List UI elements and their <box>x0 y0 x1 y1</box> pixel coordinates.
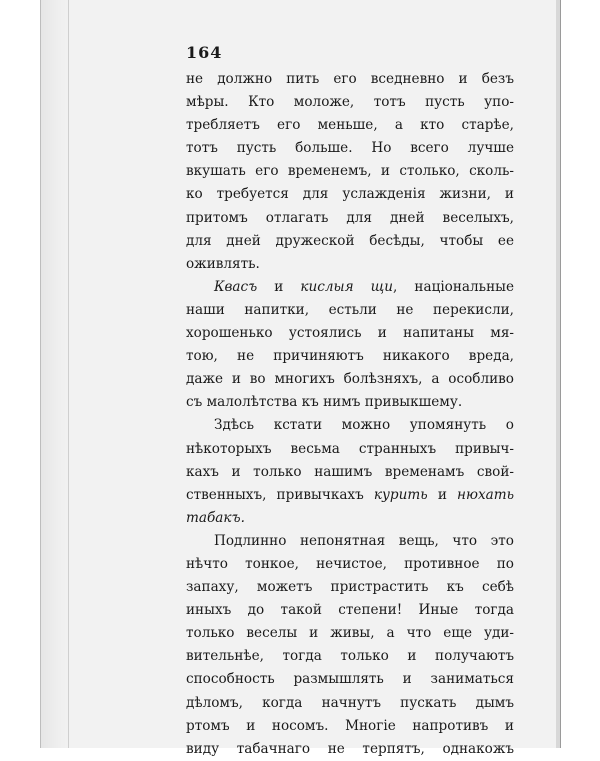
text-line: тою, не причиняютъ никакого вреда, <box>186 348 514 365</box>
paragraph-4 <box>186 530 514 761</box>
page-number: 164 <box>186 43 223 62</box>
text-block <box>186 40 514 761</box>
text-line: табакъ. <box>186 509 245 526</box>
paragraph-1 <box>186 68 514 276</box>
text-line: требляетъ его меньше, а кто старѣе, <box>186 117 514 134</box>
text-line: даже и во многихъ болѣзняхъ, а особливо <box>186 371 514 388</box>
text-line: вкушать его временемъ, и столько, сколь- <box>186 163 514 180</box>
text-line: виду табачнаго не терпятъ, однакожъ <box>186 740 514 757</box>
italic-phrase: нюхать <box>457 486 514 503</box>
text-line: ртомъ и носомъ. Многіе напротивъ и <box>186 717 514 734</box>
text-line: для дней дружеской бесѣды, чтобы ее <box>186 232 514 249</box>
text-line: Квасъ и кислыя щи, національные <box>214 278 514 295</box>
text-line: Подлинно непонятная вещь, что это <box>214 532 514 549</box>
text-line: дѣломъ, когда начнутъ пускать дымъ <box>186 694 514 711</box>
page-right-edge <box>556 0 561 748</box>
text-line: ственныхъ, привычкахъ курить и нюхать <box>186 486 514 503</box>
text-line: мѣры. Кто моложе, тотъ пусть упо- <box>186 94 514 111</box>
text-line: только веселы и живы, а что еще уди- <box>186 625 514 642</box>
italic-phrase: кислыя щи <box>300 278 394 295</box>
paragraph-3 <box>186 414 514 529</box>
text-line: наши напитки, естьли не перекисли, <box>186 301 514 318</box>
paragraph-2 <box>186 276 514 415</box>
italic-phrase: Квасъ <box>214 278 258 295</box>
text-line: оживлять. <box>186 255 260 272</box>
text-line: способность размышлять и заниматься <box>186 671 514 688</box>
text-line: вительнѣе, тогда только и получаютъ <box>186 648 514 665</box>
page-fold-line <box>68 0 69 748</box>
text-line: Здѣсь кстати можно упомянуть о <box>214 417 514 434</box>
text-line: тотъ пусть больше. Но всего лучше <box>186 140 514 157</box>
text-line: притомъ отлагать для дней веселыхъ, <box>186 209 514 226</box>
text-line: съ малолѣтства къ нимъ привыкшему. <box>186 394 463 411</box>
text-line: кахъ и только нашимъ временамъ свой- <box>186 463 514 480</box>
text-line: хорошенько устоялись и напитаны мя- <box>186 325 514 342</box>
italic-phrase: курить <box>373 486 428 503</box>
page-left-edge <box>40 0 71 748</box>
text-line: запаху, можетъ пристрастить къ себѣ <box>186 579 514 596</box>
text-line: ко требуется для услажденія жизни, и <box>186 186 514 203</box>
text-line: иныхъ до такой степени! Иные тогда <box>186 602 514 619</box>
text-line: нѣкоторыхъ весьма странныхъ привыч- <box>186 440 514 457</box>
text-line: нѣчто тонкое, нечистое, противное по <box>186 555 514 572</box>
text-line: не должно пить его вседневно и безъ <box>186 71 514 87</box>
